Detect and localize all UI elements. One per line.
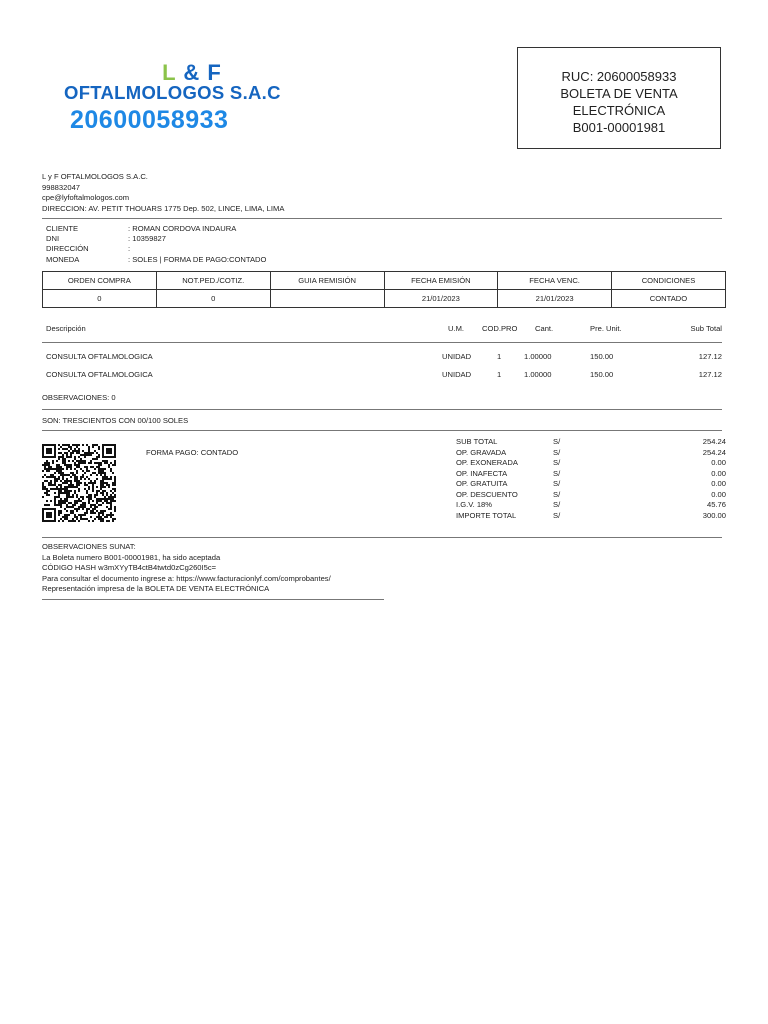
ruc-number: RUC: 20600058933 <box>561 69 677 84</box>
totals-row <box>456 448 726 459</box>
logo-name: OFTALMOLOGOS S.A.C <box>64 82 281 103</box>
totals-row <box>456 500 726 511</box>
items-header-desc: Descripción <box>46 324 86 333</box>
logo-amp: & <box>183 60 201 85</box>
doc-title-line1: BOLETA DE VENTA <box>560 86 678 101</box>
totals-currency: S/ <box>553 447 561 457</box>
totals-row <box>456 511 726 522</box>
order-header-cell: CONDICIONES <box>611 272 725 290</box>
order-value-cell: 21/01/2023 <box>384 290 498 308</box>
item-um: UNIDAD <box>442 370 472 379</box>
items-header-um: U.M. <box>448 324 465 333</box>
totals-label: SUB TOTAL <box>456 437 498 446</box>
item-subtotal: 127.12 <box>698 370 722 379</box>
totals-currency: S/ <box>553 500 561 509</box>
item-desc: CONSULTA OFTALMOLOGICA <box>46 370 153 379</box>
item-price: 150.00 <box>590 370 614 379</box>
order-value-cell: 0 <box>156 290 270 308</box>
order-header-cell: GUIA REMISIÓN <box>270 272 384 290</box>
totals-label: OP. INAFECTA <box>456 468 508 478</box>
item-code: 1 <box>497 370 502 379</box>
dni-value: : 10359827 <box>128 234 167 244</box>
totals-amount: 0.00 <box>711 458 726 467</box>
divider <box>42 599 384 600</box>
dni-label: DNI <box>46 234 60 244</box>
totals-amount: 254.24 <box>702 447 726 457</box>
items-header-qty: Cant. <box>535 324 554 333</box>
divider <box>42 342 722 343</box>
items-header-price: Pre. Unit. <box>590 324 622 333</box>
sunat-consult-link: Para consultar el documento ingrese a: https://www.facturacionlyf.com/comprobantes/ <box>42 573 331 583</box>
order-header-cell: FECHA VENC. <box>498 272 612 290</box>
totals-row <box>456 479 726 490</box>
items-table <box>0 0 768 400</box>
item-qty: 1.00000 <box>524 352 552 361</box>
order-header-cell: NOT.PED./COTIZ. <box>156 272 270 290</box>
totals-label: OP. EXONERADA <box>456 458 518 467</box>
item-code: 1 <box>497 352 502 361</box>
item-subtotal: 127.12 <box>698 352 722 361</box>
divider <box>42 430 722 431</box>
payment-method: FORMA PAGO: CONTADO <box>146 448 239 457</box>
logo-ruc: 20600058933 <box>70 106 229 134</box>
address-value: : <box>128 244 131 254</box>
sunat-title: OBSERVACIONES SUNAT: <box>42 542 136 551</box>
item-desc: CONSULTA OFTALMOLOGICA <box>46 352 153 361</box>
totals-amount: 300.00 <box>702 510 726 520</box>
totals-amount: 0.00 <box>711 489 726 499</box>
sunat-representation: Representación impresa de la BOLETA DE VENTA ELECTRÓNICA <box>42 584 270 593</box>
currency-value: : SOLES | FORMA DE PAGO:CONTADO <box>128 254 267 264</box>
totals-label: OP. GRATUITA <box>456 479 508 488</box>
qr-code-icon <box>42 444 116 522</box>
totals-currency: S/ <box>553 458 561 467</box>
sunat-observations <box>42 542 331 595</box>
doc-number: B001-00001981 <box>572 120 666 135</box>
divider <box>42 537 722 538</box>
totals-label: OP. GRAVADA <box>456 447 507 457</box>
sunat-accepted: La Boleta numero B001-00001981, ha sido aceptada <box>42 552 221 562</box>
totals-currency: S/ <box>553 437 561 446</box>
totals-label: OP. DESCUENTO <box>456 489 518 499</box>
item-um: UNIDAD <box>442 352 472 361</box>
amount-in-words: SON: TRESCIENTOS CON 00/100 SOLES <box>42 416 189 425</box>
order-header-cell: ORDEN COMPRA <box>43 272 157 290</box>
client-label: CLIENTE <box>46 224 79 233</box>
order-value-cell: CONTADO <box>611 290 725 308</box>
totals-row <box>456 437 726 448</box>
company-name: L y F OFTALMOLOGOS S.A.C. <box>42 172 148 181</box>
totals-amount: 45.76 <box>706 500 726 509</box>
totals-block <box>456 437 726 527</box>
totals-currency: S/ <box>553 468 561 478</box>
totals-currency: S/ <box>553 489 561 499</box>
observaciones: OBSERVACIONES: 0 <box>42 393 116 402</box>
items-header-subtotal: Sub Total <box>690 324 722 333</box>
totals-row <box>456 490 726 501</box>
order-header-cell: FECHA EMISIÓN <box>384 272 498 290</box>
totals-amount: 0.00 <box>711 468 726 478</box>
items-header-code: COD.PRO <box>482 324 518 333</box>
currency-label: MONEDA <box>46 254 80 264</box>
totals-currency: S/ <box>553 510 561 520</box>
client-value: : ROMAN CORDOVA INDAURA <box>128 224 237 233</box>
totals-label: I.G.V. 18% <box>456 500 493 509</box>
order-value-cell: 0 <box>43 290 157 308</box>
totals-label: IMPORTE TOTAL <box>456 510 517 520</box>
address-label: DIRECCIÓN <box>46 244 89 254</box>
doc-title-line2: ELECTRÓNICA <box>572 103 666 118</box>
logo-letter-f: F <box>207 60 222 85</box>
totals-row <box>456 458 726 469</box>
order-value-cell: 21/01/2023 <box>498 290 612 308</box>
totals-row <box>456 469 726 480</box>
sunat-hash: CÓDIGO HASH w3mXYyTB4ctB4twtd0zCg260I5c= <box>42 563 217 572</box>
logo-letter-l: L <box>162 60 177 85</box>
company-address: DIRECCION: AV. PETIT THOUARS 1775 Dep. 502, LINCE, LIMA, LIMA <box>42 203 285 213</box>
divider <box>42 409 722 410</box>
item-price: 150.00 <box>590 352 614 361</box>
totals-currency: S/ <box>553 479 561 488</box>
company-phone: 998832047 <box>42 182 81 192</box>
item-qty: 1.00000 <box>524 370 552 379</box>
totals-amount: 0.00 <box>711 479 726 488</box>
company-email: cpe@lyfoftalmologos.com <box>42 193 130 202</box>
totals-amount: 254.24 <box>702 437 726 446</box>
